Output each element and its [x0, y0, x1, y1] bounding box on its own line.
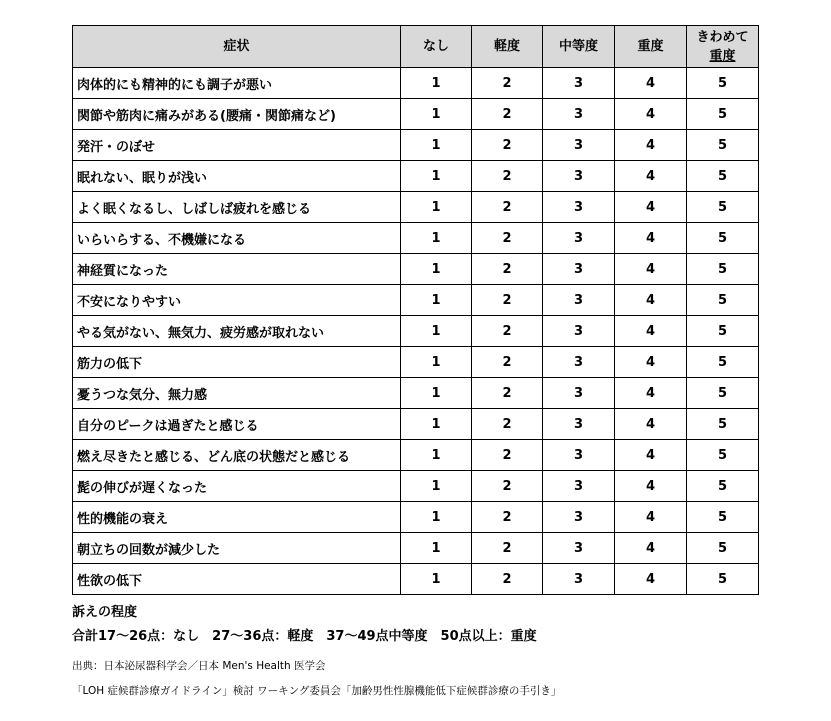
header-very-severe-line1: きわめて — [696, 29, 749, 45]
score-cell: 3 — [543, 99, 615, 130]
symptom-label: 肉体的にも精神的にも調子が悪い — [73, 68, 401, 99]
header-severe: 重度 — [615, 26, 687, 68]
symptom-label: 関節や筋肉に痛みがある(腰痛・関節痛など) — [73, 99, 401, 130]
score-cell: 2 — [472, 564, 543, 595]
score-cell: 1 — [401, 161, 472, 192]
table-row — [73, 533, 759, 564]
score-cell: 4 — [615, 440, 687, 471]
score-cell: 1 — [401, 378, 472, 409]
header-none: なし — [401, 26, 472, 68]
score-cell: 4 — [615, 564, 687, 595]
score-cell: 4 — [615, 192, 687, 223]
symptom-label: 憂うつな気分、無力感 — [73, 378, 401, 409]
table-body — [73, 68, 759, 595]
symptom-label: 性欲の低下 — [73, 564, 401, 595]
score-cell: 1 — [401, 254, 472, 285]
score-cell: 1 — [401, 564, 472, 595]
score-cell: 4 — [615, 378, 687, 409]
symptom-label: 自分のピークは過ぎたと感じる — [73, 409, 401, 440]
score-cell: 1 — [401, 316, 472, 347]
score-cell: 3 — [543, 254, 615, 285]
score-cell: 3 — [543, 471, 615, 502]
score-cell: 2 — [472, 347, 543, 378]
score-cell: 5 — [687, 471, 759, 502]
symptom-label: いらいらする、不機嫌になる — [73, 223, 401, 254]
symptom-label: 髭の伸びが遅くなった — [73, 471, 401, 502]
symptom-label: 眠れない、眠りが浅い — [73, 161, 401, 192]
score-cell: 3 — [543, 130, 615, 161]
score-cell: 1 — [401, 347, 472, 378]
score-cell: 4 — [615, 533, 687, 564]
score-cell: 1 — [401, 130, 472, 161]
table-row — [73, 502, 759, 533]
source-line-1: 出典：日本泌尿器科学会／日本 Men's Health 医学会 — [72, 660, 326, 672]
score-cell: 2 — [472, 192, 543, 223]
table-row — [73, 130, 759, 161]
header-very-severe-line2: 重度 — [709, 48, 736, 64]
score-cell: 4 — [615, 223, 687, 254]
table-row — [73, 192, 759, 223]
score-cell: 5 — [687, 564, 759, 595]
score-cell: 5 — [687, 130, 759, 161]
header-symptom: 症状 — [73, 26, 401, 68]
score-cell: 1 — [401, 471, 472, 502]
score-cell: 2 — [472, 223, 543, 254]
table-header — [73, 26, 759, 68]
score-cell: 1 — [401, 99, 472, 130]
symptom-label: 朝立ちの回数が減少した — [73, 533, 401, 564]
score-cell: 1 — [401, 409, 472, 440]
score-cell: 3 — [543, 533, 615, 564]
score-cell: 4 — [615, 409, 687, 440]
score-cell: 2 — [472, 471, 543, 502]
score-cell: 5 — [687, 68, 759, 99]
score-cell: 5 — [687, 378, 759, 409]
header-row — [73, 26, 759, 68]
score-cell: 3 — [543, 440, 615, 471]
score-cell: 2 — [472, 409, 543, 440]
score-cell: 5 — [687, 347, 759, 378]
score-cell: 3 — [543, 316, 615, 347]
table-row — [73, 161, 759, 192]
score-cell: 2 — [472, 161, 543, 192]
score-cell: 2 — [472, 440, 543, 471]
score-cell: 1 — [401, 440, 472, 471]
table-row — [73, 223, 759, 254]
score-cell: 3 — [543, 347, 615, 378]
table-row — [73, 440, 759, 471]
score-cell: 2 — [472, 68, 543, 99]
symptom-label: 性的機能の衰え — [73, 502, 401, 533]
score-cell: 3 — [543, 564, 615, 595]
table-row — [73, 99, 759, 130]
symptom-label: 発汗・のぼせ — [73, 130, 401, 161]
score-cell: 3 — [543, 502, 615, 533]
score-cell: 2 — [472, 285, 543, 316]
score-cell: 2 — [472, 316, 543, 347]
score-cell: 4 — [615, 347, 687, 378]
score-cell: 5 — [687, 502, 759, 533]
score-cell: 2 — [472, 254, 543, 285]
table-row — [73, 409, 759, 440]
header-mild: 軽度 — [472, 26, 543, 68]
symptom-label: 神経質になった — [73, 254, 401, 285]
table-row — [73, 347, 759, 378]
score-cell: 1 — [401, 192, 472, 223]
legend-totals: 合計17～26点：なし 27～36点：軽度 37～49点中等度 50点以上：重度 — [72, 629, 537, 644]
score-cell: 3 — [543, 223, 615, 254]
score-cell: 2 — [472, 533, 543, 564]
score-cell: 2 — [472, 130, 543, 161]
score-cell: 5 — [687, 223, 759, 254]
table-row — [73, 564, 759, 595]
symptom-label: 燃え尽きたと感じる、どん底の状態だと感じる — [73, 440, 401, 471]
score-cell: 4 — [615, 254, 687, 285]
score-cell: 3 — [543, 409, 615, 440]
score-cell: 3 — [543, 378, 615, 409]
score-cell: 4 — [615, 285, 687, 316]
source-line-2: 「LOH 症候群診療ガイドライン」検討 ワーキング委員会「加齢男性性腺機能低下症候群診療の手引き」 — [72, 685, 562, 697]
score-cell: 2 — [472, 378, 543, 409]
score-cell: 3 — [543, 161, 615, 192]
score-cell: 3 — [543, 285, 615, 316]
score-cell: 5 — [687, 440, 759, 471]
score-cell: 1 — [401, 223, 472, 254]
document-content — [72, 25, 758, 704]
score-cell: 3 — [543, 192, 615, 223]
table-row — [73, 471, 759, 502]
score-cell: 4 — [615, 316, 687, 347]
table-row — [73, 316, 759, 347]
score-cell: 1 — [401, 533, 472, 564]
severity-legend — [72, 601, 758, 649]
symptom-label: 不安になりやすい — [73, 285, 401, 316]
score-cell: 3 — [543, 68, 615, 99]
table-row — [73, 378, 759, 409]
table-row — [73, 285, 759, 316]
score-cell: 1 — [401, 285, 472, 316]
legend-title: 訴えの程度 — [72, 605, 138, 620]
score-cell: 1 — [401, 68, 472, 99]
score-cell: 5 — [687, 192, 759, 223]
score-cell: 5 — [687, 285, 759, 316]
score-cell: 5 — [687, 161, 759, 192]
symptom-label: よく眠くなるし、しばしば疲れを感じる — [73, 192, 401, 223]
score-cell: 5 — [687, 316, 759, 347]
score-cell: 1 — [401, 502, 472, 533]
score-cell: 4 — [615, 502, 687, 533]
score-cell: 5 — [687, 99, 759, 130]
score-cell: 4 — [615, 99, 687, 130]
score-cell: 2 — [472, 99, 543, 130]
source-note — [72, 654, 758, 704]
table-row — [73, 68, 759, 99]
table-row — [73, 254, 759, 285]
score-cell: 4 — [615, 161, 687, 192]
header-moderate: 中等度 — [543, 26, 615, 68]
score-cell: 2 — [472, 502, 543, 533]
symptom-score-table — [72, 25, 759, 595]
symptom-label: 筋力の低下 — [73, 347, 401, 378]
score-cell: 4 — [615, 130, 687, 161]
score-cell: 5 — [687, 409, 759, 440]
header-very-severe — [687, 26, 759, 68]
symptom-label: やる気がない、無気力、疲労感が取れない — [73, 316, 401, 347]
score-cell: 5 — [687, 254, 759, 285]
score-cell: 5 — [687, 533, 759, 564]
score-cell: 4 — [615, 68, 687, 99]
score-cell: 4 — [615, 471, 687, 502]
